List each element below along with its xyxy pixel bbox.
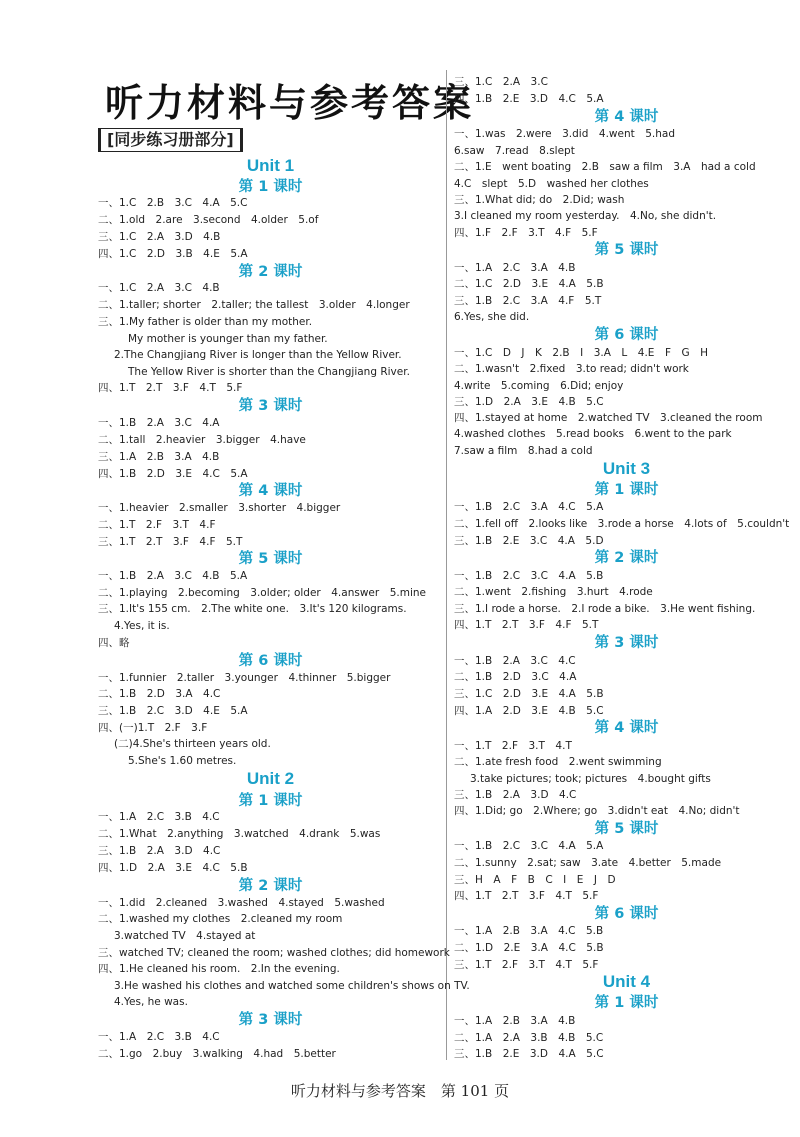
- answer-line: 四、1.He cleaned his room. 2.In the evening.: [98, 963, 340, 975]
- answer-line: 三、1.B 2.A 3.D 4.C: [98, 845, 221, 857]
- answer-line: 一、1.heavier 2.smaller 3.shorter 4.bigger: [98, 502, 341, 514]
- answer-line: 4.C slept 5.D washed her clothes: [454, 178, 649, 190]
- lesson-heading: 第 4 课时: [238, 483, 303, 499]
- lesson-heading: 第 2 课时: [594, 550, 659, 566]
- answer-line: 5.She's 1.60 metres.: [128, 755, 237, 767]
- answer-line: 四、1.D 2.A 3.E 4.C 5.B: [98, 862, 248, 874]
- answer-line: 二、1.go 2.buy 3.walking 4.had 5.better: [98, 1048, 336, 1060]
- answer-line: 二、1.fell off 2.looks like 3.rode a horse 4.lots of 5.couldn't: [454, 518, 790, 530]
- answer-line: 四、1.A 2.D 3.E 4.B 5.C: [454, 705, 604, 717]
- answer-line: 三、1.C 2.D 3.E 4.A 5.B: [454, 688, 604, 700]
- answer-line: 四、1.Did; go 2.Where; go 3.didn't eat 4.No; didn't: [454, 805, 740, 817]
- answer-line: 三、1.What did; do 2.Did; wash: [454, 194, 625, 206]
- unit-heading: Unit 4: [602, 972, 651, 991]
- answer-line: 二、1.A 2.A 3.B 4.B 5.C: [454, 1032, 604, 1044]
- answer-line: 一、1.B 2.A 3.C 4.B 5.A: [98, 570, 248, 582]
- lesson-heading: 第 1 课时: [238, 179, 303, 195]
- answer-line: 二、1.old 2.are 3.second 4.older 5.of: [98, 214, 319, 226]
- answer-line: 4.washed clothes 5.read books 6.went to the park: [454, 428, 732, 440]
- answer-line: 一、1.A 2.C 3.B 4.C: [98, 811, 220, 823]
- answer-line: 四、1.T 2.T 3.F 4.T 5.F: [98, 382, 243, 394]
- answer-line: 一、1.A 2.C 3.A 4.B: [454, 262, 576, 274]
- answer-line: 三、1.D 2.A 3.E 4.B 5.C: [454, 396, 604, 408]
- answer-line: 二、1.B 2.D 3.C 4.A: [454, 671, 577, 683]
- lesson-heading: 第 1 课时: [594, 995, 659, 1011]
- answer-line: The Yellow River is shorter than the Changjiang River.: [128, 366, 410, 378]
- answer-line: 三、1.B 2.A 3.D 4.C: [454, 789, 577, 801]
- lesson-heading: 第 5 课时: [238, 551, 303, 567]
- answer-line: 6.saw 7.read 8.slept: [454, 145, 575, 157]
- lesson-heading: 第 5 课时: [594, 821, 659, 837]
- answer-line: 一、1.B 2.C 3.C 4.A 5.A: [454, 840, 604, 852]
- answer-line: 三、1.B 2.E 3.D 4.A 5.C: [454, 1048, 604, 1060]
- section-label: [同步练习册部分]: [98, 128, 243, 152]
- answer-line: 4.write 5.coming 6.Did; enjoy: [454, 380, 624, 392]
- answer-line: 四、1.F 2.F 3.T 4.F 5.F: [454, 227, 598, 239]
- answer-line: 三、1.C 2.A 3.D 4.B: [98, 231, 221, 243]
- answer-line: 一、1.C 2.B 3.C 4.A 5.C: [98, 197, 248, 209]
- lesson-heading: 第 6 课时: [238, 653, 303, 669]
- answer-line: 四、1.stayed at home 2.watched TV 3.cleaned the room: [454, 412, 763, 424]
- lesson-heading: 第 3 课时: [238, 1012, 303, 1028]
- answer-line: 四、(一)1.T 2.F 3.F: [98, 722, 208, 734]
- answer-line: 三、1.It's 155 cm. 2.The white one. 3.It's 120 kilograms.: [98, 603, 407, 615]
- answer-line: 二、1.E went boating 2.B saw a film 3.A had a cold: [454, 161, 756, 173]
- answer-line: 一、1.B 2.C 3.A 4.C 5.A: [454, 501, 604, 513]
- answer-line: 一、1.A 2.C 3.B 4.C: [98, 1031, 220, 1043]
- answer-line: 7.saw a film 8.had a cold: [454, 445, 593, 457]
- unit-heading: Unit 3: [602, 459, 651, 478]
- answer-line: 四、1.T 2.T 3.F 4.F 5.T: [454, 619, 599, 631]
- lesson-heading: 第 1 课时: [238, 793, 303, 809]
- answer-line: 二、1.washed my clothes 2.cleaned my room: [98, 913, 343, 925]
- answer-line: 二、1.tall 2.heavier 3.bigger 4.have: [98, 434, 306, 446]
- answer-line: 二、1.sunny 2.sat; saw 3.ate 4.better 5.made: [454, 857, 722, 869]
- answer-line: 二、1.went 2.fishing 3.hurt 4.rode: [454, 586, 653, 598]
- lesson-heading: 第 3 课时: [594, 635, 659, 651]
- lesson-heading: 第 5 课时: [594, 242, 659, 258]
- answer-line: 一、1.A 2.B 3.A 4.C 5.B: [454, 925, 604, 937]
- answer-line: 二、1.wasn't 2.fixed 3.to read; didn't work: [454, 363, 689, 375]
- answer-line: 一、1.was 2.were 3.did 4.went 5.had: [454, 128, 675, 140]
- lesson-heading: 第 2 课时: [238, 878, 303, 894]
- answer-line: 三、1.C 2.A 3.C: [454, 76, 548, 88]
- answer-line: 四、略: [98, 637, 130, 649]
- answer-line: 四、1.B 2.E 3.D 4.C 5.A: [454, 93, 604, 105]
- answer-line: 一、1.A 2.B 3.A 4.B: [454, 1015, 576, 1027]
- answer-line: 一、1.did 2.cleaned 3.washed 4.stayed 5.washed: [98, 897, 385, 909]
- answer-line: 一、1.T 2.F 3.T 4.T: [454, 740, 572, 752]
- answer-line: 2.The Changjiang River is longer than the Yellow River.: [114, 349, 402, 361]
- lesson-heading: 第 4 课时: [594, 720, 659, 736]
- answer-line: 二、1.C 2.D 3.E 4.A 5.B: [454, 278, 604, 290]
- answer-line: 二、1.ate fresh food 2.went swimming: [454, 756, 662, 768]
- lesson-heading: 第 6 课时: [594, 906, 659, 922]
- answer-line: 三、1.I rode a horse. 2.I rode a bike. 3.He went fishing.: [454, 603, 756, 615]
- answer-line: (二)4.She's thirteen years old.: [114, 738, 271, 750]
- answer-line: 三、watched TV; cleaned the room; washed clothes; did homework: [98, 947, 450, 959]
- answer-line: 3.watched TV 4.stayed at: [114, 930, 256, 942]
- answer-line: 三、1.B 2.C 3.D 4.E 5.A: [98, 705, 248, 717]
- answer-line: 二、1.taller; shorter 2.taller; the tallest 3.older 4.longer: [98, 299, 410, 311]
- answer-line: 3.He washed his clothes and watched some children's shows on TV.: [114, 980, 470, 992]
- answer-line: 三、1.A 2.B 3.A 4.B: [98, 451, 220, 463]
- answer-line: 四、1.C 2.D 3.B 4.E 5.A: [98, 248, 248, 260]
- lesson-heading: 第 6 课时: [594, 327, 659, 343]
- answer-line: 3.I cleaned my room yesterday. 4.No, she didn't.: [454, 210, 717, 222]
- answer-line: 二、1.What 2.anything 3.watched 4.drank 5.was: [98, 828, 381, 840]
- answer-line: 三、1.T 2.T 3.F 4.F 5.T: [98, 536, 243, 548]
- answer-line: 一、1.B 2.A 3.C 4.A: [98, 417, 220, 429]
- answer-line: 一、1.funnier 2.taller 3.younger 4.thinner 5.bigger: [98, 672, 391, 684]
- answer-line: 二、1.B 2.D 3.A 4.C: [98, 688, 221, 700]
- answer-line: 3.take pictures; took; pictures 4.bought gifts: [470, 773, 711, 785]
- answer-line: 二、1.D 2.E 3.A 4.C 5.B: [454, 942, 604, 954]
- lesson-heading: 第 2 课时: [238, 264, 303, 280]
- answer-line: 二、1.playing 2.becoming 3.older; older 4.answer 5.mine: [98, 587, 426, 599]
- answer-line: My mother is younger than my father.: [128, 333, 328, 345]
- answer-line: 一、1.B 2.A 3.C 4.C: [454, 655, 576, 667]
- answer-line: 一、1.C D J K 2.B I 3.A L 4.E F G H: [454, 347, 709, 359]
- answer-line: 4.Yes, it is.: [114, 620, 170, 632]
- answer-line: 四、1.B 2.D 3.E 4.C 5.A: [98, 468, 248, 480]
- answer-line: 三、1.B 2.E 3.C 4.A 5.D: [454, 535, 604, 547]
- unit-heading: Unit 1: [246, 156, 295, 175]
- answer-line: 二、1.T 2.F 3.T 4.F: [98, 519, 216, 531]
- lesson-heading: 第 4 课时: [594, 109, 659, 125]
- answer-line: 三、1.T 2.F 3.T 4.T 5.F: [454, 959, 599, 971]
- answer-line: 三、H A F B C I E J D: [454, 874, 616, 886]
- page-footer: 听力材料与参考答案 第 101 页: [290, 1082, 510, 1100]
- answer-line: 一、1.B 2.C 3.C 4.A 5.B: [454, 570, 604, 582]
- answer-line: 三、1.B 2.C 3.A 4.F 5.T: [454, 295, 602, 307]
- lesson-heading: 第 3 课时: [238, 398, 303, 414]
- answer-line: 6.Yes, she did.: [454, 311, 530, 323]
- answer-line: 四、1.T 2.T 3.F 4.T 5.F: [454, 890, 599, 902]
- lesson-heading: 第 1 课时: [594, 482, 659, 498]
- page-title: 听力材料与参考答案: [105, 80, 475, 125]
- column-divider: [446, 70, 447, 1060]
- unit-heading: Unit 2: [246, 769, 295, 788]
- answer-line: 4.Yes, he was.: [114, 996, 188, 1008]
- answer-line: 三、1.My father is older than my mother.: [98, 316, 313, 328]
- answer-line: 一、1.C 2.A 3.C 4.B: [98, 282, 220, 294]
